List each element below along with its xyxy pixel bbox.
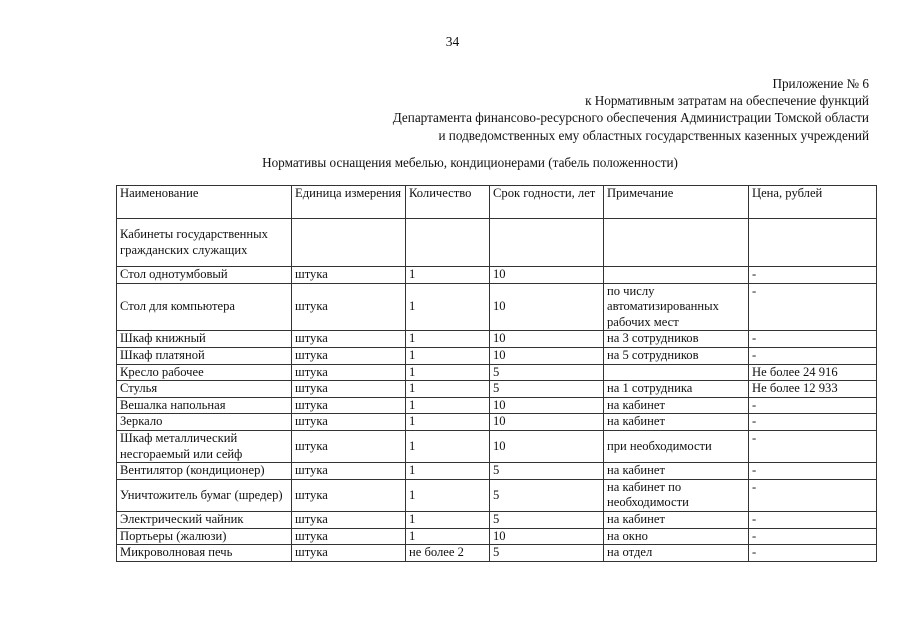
service-life-cell: 10 [490, 414, 604, 431]
quantity-cell: 1 [406, 267, 490, 284]
price-cell: - [749, 414, 877, 431]
note-cell: на 3 сотрудников [604, 331, 749, 348]
table-row [117, 528, 877, 545]
appendix-line: и подведомственных ему областных государственных казенных учреждений [438, 127, 869, 143]
price-cell: - [749, 511, 877, 528]
note-cell: на 5 сотрудников [604, 347, 749, 364]
column-header: Количество [406, 186, 490, 219]
unit-cell: штука [292, 463, 406, 480]
service-life-cell: 10 [490, 397, 604, 414]
table-row [117, 267, 877, 284]
unit-cell: штука [292, 267, 406, 284]
appendix-line: к Нормативным затратам на обеспечение функций [585, 93, 869, 109]
section-row [117, 219, 877, 267]
unit-cell: штука [292, 347, 406, 364]
service-life-cell: 5 [490, 511, 604, 528]
empty-cell [490, 219, 604, 267]
service-life-cell: 10 [490, 430, 604, 462]
unit-cell: штука [292, 479, 406, 511]
table-row [117, 463, 877, 480]
quantity-cell: не более 2 [406, 545, 490, 562]
price-cell: - [749, 397, 877, 414]
quantity-cell: 1 [406, 331, 490, 348]
note-cell: на отдел [604, 545, 749, 562]
price-cell: - [749, 545, 877, 562]
quantity-cell: 1 [406, 511, 490, 528]
price-cell: - [749, 479, 877, 511]
service-life-cell: 10 [490, 267, 604, 284]
table-row [117, 511, 877, 528]
note-cell: на кабинет по необходимости [604, 479, 749, 511]
price-cell: Не более 12 933 [749, 381, 877, 398]
quantity-cell: 1 [406, 283, 490, 331]
item-name-cell: Шкаф платяной [117, 347, 292, 364]
document-title: Нормативы оснащения мебелью, кондиционерами (табель положенности) [262, 155, 678, 170]
appendix-header [393, 75, 869, 144]
quantity-cell: 1 [406, 430, 490, 462]
unit-cell: штука [292, 364, 406, 381]
price-cell: - [749, 331, 877, 348]
table-row [117, 397, 877, 414]
note-cell: на кабинет [604, 463, 749, 480]
empty-cell [406, 219, 490, 267]
price-cell: - [749, 430, 877, 462]
item-name-cell: Стулья [117, 381, 292, 398]
quantity-cell: 1 [406, 364, 490, 381]
table-row [117, 381, 877, 398]
price-cell: Не более 24 916 [749, 364, 877, 381]
table-row [117, 414, 877, 431]
item-name-cell: Стол однотумбовый [117, 267, 292, 284]
service-life-cell: 10 [490, 528, 604, 545]
table-row [117, 283, 877, 331]
appendix-line: Департамента финансово-ресурсного обеспечения Администрации Томской области [392, 110, 869, 126]
note-cell: на окно [604, 528, 749, 545]
item-name-cell: Зеркало [117, 414, 292, 431]
table-row [117, 430, 877, 462]
column-header: Срок годности, лет [490, 186, 604, 219]
service-life-cell: 5 [490, 381, 604, 398]
unit-cell: штука [292, 511, 406, 528]
service-life-cell: 5 [490, 364, 604, 381]
quantity-cell: 1 [406, 479, 490, 511]
price-cell: - [749, 463, 877, 480]
item-name-cell: Шкаф металлический несгораемый или сейф [117, 430, 292, 462]
unit-cell: штука [292, 414, 406, 431]
service-life-cell: 5 [490, 479, 604, 511]
table-body [117, 219, 877, 562]
note-cell: на 1 сотрудника [604, 381, 749, 398]
column-header: Примечание [604, 186, 749, 219]
appendix-line: Приложение № 6 [772, 76, 869, 91]
price-cell: - [749, 347, 877, 364]
service-life-cell: 5 [490, 463, 604, 480]
column-header: Наименование [117, 186, 292, 219]
service-life-cell: 5 [490, 545, 604, 562]
note-cell [604, 364, 749, 381]
unit-cell: штука [292, 528, 406, 545]
item-name-cell: Портьеры (жалюзи) [117, 528, 292, 545]
empty-cell [292, 219, 406, 267]
item-name-cell: Шкаф книжный [117, 331, 292, 348]
quantity-cell: 1 [406, 528, 490, 545]
column-header: Цена, рублей [749, 186, 877, 219]
item-name-cell: Кресло рабочее [117, 364, 292, 381]
unit-cell: штука [292, 397, 406, 414]
column-header: Единица измерения [292, 186, 406, 219]
item-name-cell: Стол для компьютера [117, 283, 292, 331]
norms-table [116, 185, 877, 562]
table-row [117, 479, 877, 511]
note-cell: на кабинет [604, 511, 749, 528]
empty-cell [604, 219, 749, 267]
price-cell: - [749, 528, 877, 545]
item-name-cell: Микроволновая печь [117, 545, 292, 562]
table-row [117, 545, 877, 562]
service-life-cell: 10 [490, 347, 604, 364]
note-cell: при необходимости [604, 430, 749, 462]
quantity-cell: 1 [406, 347, 490, 364]
unit-cell: штука [292, 331, 406, 348]
table-header-row [117, 186, 877, 219]
item-name-cell: Вешалка напольная [117, 397, 292, 414]
service-life-cell: 10 [490, 331, 604, 348]
page-number: 34 [445, 34, 460, 49]
quantity-cell: 1 [406, 463, 490, 480]
note-cell: на кабинет [604, 414, 749, 431]
unit-cell: штука [292, 545, 406, 562]
table-row [117, 331, 877, 348]
note-cell [604, 267, 749, 284]
item-name-cell: Электрический чайник [117, 511, 292, 528]
table-row [117, 347, 877, 364]
empty-cell [749, 219, 877, 267]
unit-cell: штука [292, 381, 406, 398]
item-name-cell: Уничтожитель бумаг (шредер) [117, 479, 292, 511]
unit-cell: штука [292, 283, 406, 331]
quantity-cell: 1 [406, 397, 490, 414]
table-row [117, 364, 877, 381]
note-cell: на кабинет [604, 397, 749, 414]
price-cell: - [749, 283, 877, 331]
quantity-cell: 1 [406, 381, 490, 398]
price-cell: - [749, 267, 877, 284]
item-name-cell: Вентилятор (кондиционер) [117, 463, 292, 480]
section-label: Кабинеты государственных гражданских служащих [117, 219, 292, 267]
service-life-cell: 10 [490, 283, 604, 331]
note-cell: по числу автоматизированных рабочих мест [604, 283, 749, 331]
quantity-cell: 1 [406, 414, 490, 431]
unit-cell: штука [292, 430, 406, 462]
